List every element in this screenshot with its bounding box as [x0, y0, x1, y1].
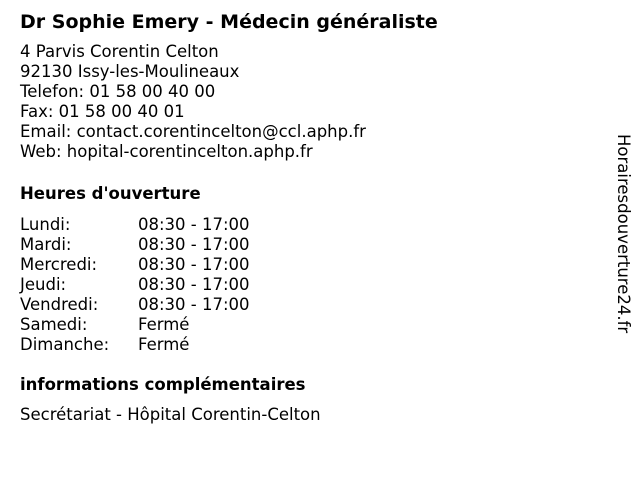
hours-row-thursday — [20, 275, 250, 295]
site-watermark: Horairesdouverture24.fr — [614, 134, 633, 334]
day-label: Lundi: — [20, 215, 71, 234]
day-label: Mardi: — [20, 235, 72, 254]
day-label: Dimanche: — [20, 335, 110, 354]
hours-value: Fermé — [138, 315, 190, 334]
email-address: Email: contact.corentincelton@ccl.aphp.fr — [20, 122, 366, 141]
hours-value: 08:30 - 17:00 — [138, 235, 250, 254]
hours-row-sunday — [20, 335, 250, 355]
page-title: Dr Sophie Emery - Médecin généraliste — [20, 11, 438, 33]
hours-value: 08:30 - 17:00 — [138, 255, 250, 274]
additional-info-heading: informations complémentaires — [20, 375, 306, 394]
hours-row-friday — [20, 295, 250, 315]
hours-row-tuesday — [20, 235, 250, 255]
day-label: Jeudi: — [20, 275, 67, 294]
hours-row-monday — [20, 215, 250, 235]
hours-row-saturday — [20, 315, 250, 335]
day-label: Mercredi: — [20, 255, 98, 274]
contact-block — [20, 42, 600, 162]
city-address: 92130 Issy-les-Moulineaux — [20, 62, 240, 81]
day-label: Samedi: — [20, 315, 88, 334]
opening-hours-heading: Heures d'ouverture — [20, 184, 201, 203]
hours-row-wednesday — [20, 255, 250, 275]
opening-hours-table — [20, 215, 250, 355]
website: Web: hopital-corentincelton.aphp.fr — [20, 142, 313, 161]
day-label: Vendredi: — [20, 295, 99, 314]
practice-card — [20, 10, 600, 425]
street-address: 4 Parvis Corentin Celton — [20, 42, 219, 61]
hours-value: 08:30 - 17:00 — [138, 295, 250, 314]
hours-value: 08:30 - 17:00 — [138, 275, 250, 294]
phone-number: Telefon: 01 58 00 40 00 — [20, 82, 216, 101]
hours-value: Fermé — [138, 335, 190, 354]
additional-info-text: Secrétariat - Hôpital Corentin-Celton — [20, 405, 321, 424]
fax-number: Fax: 01 58 00 40 01 — [20, 102, 185, 121]
hours-value: 08:30 - 17:00 — [138, 215, 250, 234]
